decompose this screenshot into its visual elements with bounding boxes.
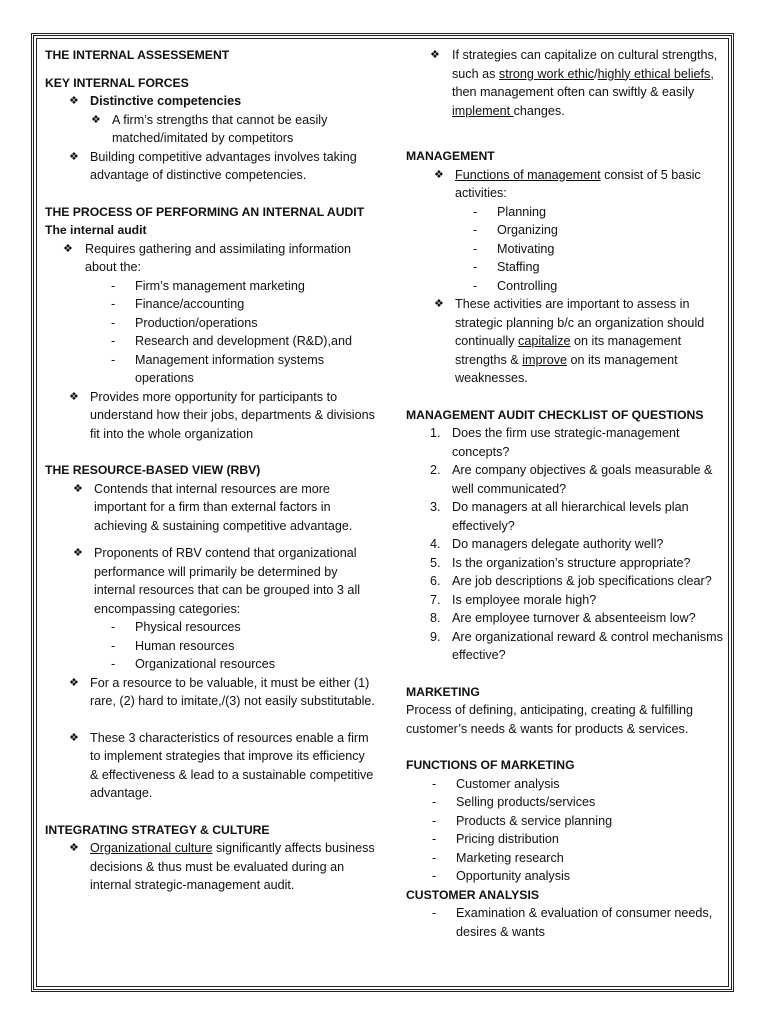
management-bullet-1: [406, 166, 726, 203]
diamond-bullet-icon: ❖: [63, 242, 73, 255]
internal-audit-subheading: The internal audit: [45, 223, 147, 237]
text-run: on its management strengths &: [455, 334, 682, 367]
distinctive-competencies-item: [45, 92, 375, 111]
list-item: [473, 203, 726, 222]
rbv-categories-list: [45, 618, 375, 674]
list-item: [432, 812, 726, 831]
list-item: [430, 424, 726, 461]
dash-marker: -: [432, 795, 437, 809]
list-item-text: Planning: [497, 204, 547, 219]
dash-marker: -: [111, 638, 116, 653]
rbv-bullet-3-text: For a resource to be valuable, it must be either (1) rare, (2) hard to imitate,/(3) not easily substitutable.: [90, 675, 375, 708]
text-run: changes.: [513, 103, 565, 118]
list-item-text: Examination & evaluation of consumer needs, desires & wants: [456, 906, 713, 939]
dash-marker: -: [432, 832, 437, 846]
dash-marker: -: [473, 260, 478, 274]
list-item-text: Research and development (R&D),and: [135, 334, 353, 348]
list-item-text: Controlling: [497, 278, 558, 293]
dash-marker: -: [473, 278, 478, 293]
audit-bullet-1-text: Requires gathering and assimilating information about the:: [85, 241, 352, 274]
list-item: [430, 535, 726, 554]
audit-bullet-2-text: Provides more opportunity for participants to understand how their jobs, departments & divisions fit into the whole organization: [90, 389, 375, 441]
list-number: 3.: [430, 500, 441, 514]
diamond-bullet-icon: ❖: [91, 113, 101, 126]
key-internal-forces-heading: KEY INTERNAL FORCES: [45, 75, 189, 90]
diamond-bullet-icon: ❖: [434, 298, 444, 310]
rbv-bullet-1: [45, 480, 375, 536]
rbv-bullet-2: [45, 544, 375, 618]
list-item-text: Human resources: [135, 638, 235, 653]
internal-audit-heading: THE PROCESS OF PERFORMING AN INTERNAL AUDIT: [45, 204, 365, 219]
dash-marker: -: [111, 334, 116, 348]
list-item: [430, 609, 726, 628]
dc-definition-item: [45, 111, 375, 148]
page-title: THE INTERNAL ASSESSEMENT: [45, 48, 230, 62]
list-item-text: Pricing distribution: [456, 832, 559, 846]
competitive-advantage-text: Building competitive advantages involves taking advantage of distinctive competencies.: [90, 149, 357, 182]
list-item: [111, 637, 375, 656]
diamond-bullet-icon: ❖: [69, 390, 79, 403]
list-number: 1.: [430, 426, 441, 440]
dash-marker: -: [111, 620, 116, 634]
list-item: [430, 461, 726, 498]
dash-marker: -: [111, 297, 116, 311]
diamond-bullet-icon: ❖: [434, 168, 444, 181]
management-bullet-2: [406, 295, 726, 388]
list-item: [432, 904, 726, 941]
list-item-text: Marketing research: [456, 850, 564, 865]
dash-marker: -: [432, 776, 437, 791]
list-number: 8.: [430, 611, 441, 625]
list-item: [432, 867, 726, 886]
rbv-bullet-4-text: These 3 characteristics of resources enable a firm to implement strategies that improve its efficiency & effectiveness & lead to a sustainable competitive advantage.: [90, 730, 374, 800]
capitalize-term: capitalize: [518, 334, 571, 348]
dash-marker: -: [473, 204, 478, 219]
rbv-heading: THE RESOURCE-BASED VIEW (RBV): [45, 463, 261, 477]
diamond-bullet-icon: ❖: [69, 95, 79, 107]
list-item-text: Firm’s management marketing: [135, 278, 305, 293]
dash-marker: -: [111, 657, 116, 671]
dash-marker: -: [111, 352, 116, 367]
list-item: [432, 793, 726, 812]
management-heading: MANAGEMENT: [406, 149, 495, 163]
improve-term: improve: [522, 352, 567, 367]
list-number: 7.: [430, 592, 441, 607]
list-item: [473, 240, 726, 259]
list-item: [111, 295, 375, 314]
audit-bullet-1: [45, 240, 375, 277]
list-item: [430, 554, 726, 573]
list-item: [430, 498, 726, 535]
list-item-text: Organizational resources: [135, 657, 276, 671]
diamond-bullet-icon: ❖: [430, 49, 440, 61]
list-item-text: Customer analysis: [456, 776, 560, 791]
marketing-heading: MARKETING: [406, 684, 480, 699]
list-item-text: Are employee turnover & absenteeism low?: [452, 611, 696, 625]
list-item: [111, 655, 375, 674]
list-item-text: Are job descriptions & job specifications clear?: [452, 574, 712, 588]
list-item-text: Products & service planning: [456, 813, 613, 828]
list-number: 9.: [430, 629, 441, 644]
list-item-text: Physical resources: [135, 620, 241, 634]
dash-marker: -: [432, 906, 437, 920]
list-item: [432, 849, 726, 868]
list-item-text: Do managers at all hierarchical levels plan effectively?: [452, 500, 689, 533]
list-item: [430, 628, 726, 665]
dash-marker: -: [432, 869, 437, 883]
list-item: [111, 277, 375, 296]
list-item-text: Does the firm use strategic-management concepts?: [452, 426, 680, 459]
list-item-text: Are company objectives & goals measurable & well communicated?: [452, 463, 713, 496]
list-item: [111, 314, 375, 333]
list-number: 5.: [430, 555, 441, 570]
list-item: [111, 618, 375, 637]
diamond-bullet-icon: ❖: [69, 731, 79, 744]
text-run: If strategies can capitalize on cultural strengths, such as: [452, 48, 718, 81]
diamond-bullet-icon: ❖: [69, 842, 79, 854]
distinctive-competencies-label: Distinctive competencies: [90, 94, 242, 108]
list-item-text: Motivating: [497, 241, 555, 256]
list-item: [473, 258, 726, 277]
list-item: [430, 572, 726, 591]
right-column: [406, 46, 726, 941]
checklist-questions: [406, 424, 726, 665]
customer-analysis-list: [406, 904, 726, 941]
dash-marker: -: [432, 850, 437, 865]
implement-term: implement: [452, 103, 514, 118]
text-run: consist of 5 basic activities:: [455, 167, 701, 200]
dash-marker: -: [473, 223, 478, 237]
list-item-text: Production/operations: [135, 315, 258, 330]
diamond-bullet-icon: ❖: [69, 676, 79, 689]
list-item: [432, 830, 726, 849]
audit-areas-list: [45, 277, 375, 388]
customer-analysis-heading: CUSTOMER ANALYSIS: [406, 887, 539, 902]
culture-bullet-1-text: significantly affects business decisions & thus must be evaluated during an internal strategic-management audit.: [90, 841, 375, 892]
marketing-functions-list: [406, 775, 726, 886]
list-item-text: Do managers delegate authority well?: [452, 537, 664, 551]
list-number: 6.: [430, 574, 441, 588]
work-ethic-term: strong work ethic: [498, 66, 595, 81]
list-item: [111, 351, 335, 388]
organizational-culture-term: Organizational culture: [90, 841, 213, 855]
list-item-text: Is employee morale high?: [452, 592, 597, 607]
list-item: [432, 775, 726, 794]
marketing-definition: Process of defining, anticipating, creating & fulfilling customer’s needs & wants for products & services.: [406, 703, 694, 736]
list-item: [430, 591, 726, 610]
dash-marker: -: [111, 315, 116, 330]
list-item: [473, 277, 726, 296]
diamond-bullet-icon: ❖: [73, 547, 83, 559]
text-run: /: [594, 66, 598, 81]
left-column: [45, 46, 375, 895]
diamond-bullet-icon: ❖: [69, 150, 79, 163]
checklist-heading: MANAGEMENT AUDIT CHECKLIST OF QUESTIONS: [406, 407, 704, 422]
culture-bullet-1: [45, 839, 375, 895]
competitive-advantage-item: [45, 148, 375, 185]
diamond-bullet-icon: ❖: [73, 482, 83, 495]
dash-marker: -: [473, 241, 478, 256]
dc-definition-text: A firm’s strengths that cannot be easily matched/imitated by competitors: [112, 112, 328, 145]
culture-strengths-bullet: [406, 46, 726, 120]
list-item-text: Is the organization’s structure appropriate?: [452, 555, 691, 570]
functions-of-management-term: Functions of management: [455, 167, 601, 182]
list-number: 2.: [430, 463, 441, 477]
list-item-text: Management information systems operations: [135, 352, 324, 385]
audit-bullet-2: [45, 388, 375, 444]
dash-marker: -: [111, 278, 116, 293]
list-item-text: Finance/accounting: [135, 297, 245, 311]
list-item-text: Selling products/services: [456, 795, 596, 809]
text-run: These activities are important to assess in strategic planning b/c an organization should continually: [455, 297, 705, 348]
list-number: 4.: [430, 537, 441, 551]
rbv-bullet-1-text: Contends that internal resources are more important for a firm than external factors in achieving & sustaining competitive advantage.: [94, 481, 353, 533]
text-run: on its management weaknesses.: [455, 352, 678, 385]
list-item: [111, 332, 375, 351]
rbv-bullet-3: [45, 674, 375, 711]
ethical-beliefs-term: highly ethical beliefs,: [597, 66, 714, 81]
list-item-text: Are organizational reward & control mechanisms effective?: [452, 629, 723, 662]
management-activities-list: [406, 203, 726, 296]
culture-heading: INTEGRATING STRATEGY & CULTURE: [45, 822, 270, 837]
functions-of-marketing-heading: FUNCTIONS OF MARKETING: [406, 758, 575, 772]
rbv-bullet-4: [45, 729, 375, 803]
list-item: [473, 221, 726, 240]
text-run: then management often can swiftly & easily: [452, 85, 695, 99]
rbv-bullet-2-text: Proponents of RBV contend that organizational performance will primarily be determined by internal resources that can be grouped into 3 all encompassing categories:: [94, 546, 361, 616]
dash-marker: -: [432, 813, 437, 828]
list-item-text: Opportunity analysis: [456, 869, 571, 883]
list-item-text: Staffing: [497, 260, 540, 274]
list-item-text: Organizing: [497, 223, 558, 237]
